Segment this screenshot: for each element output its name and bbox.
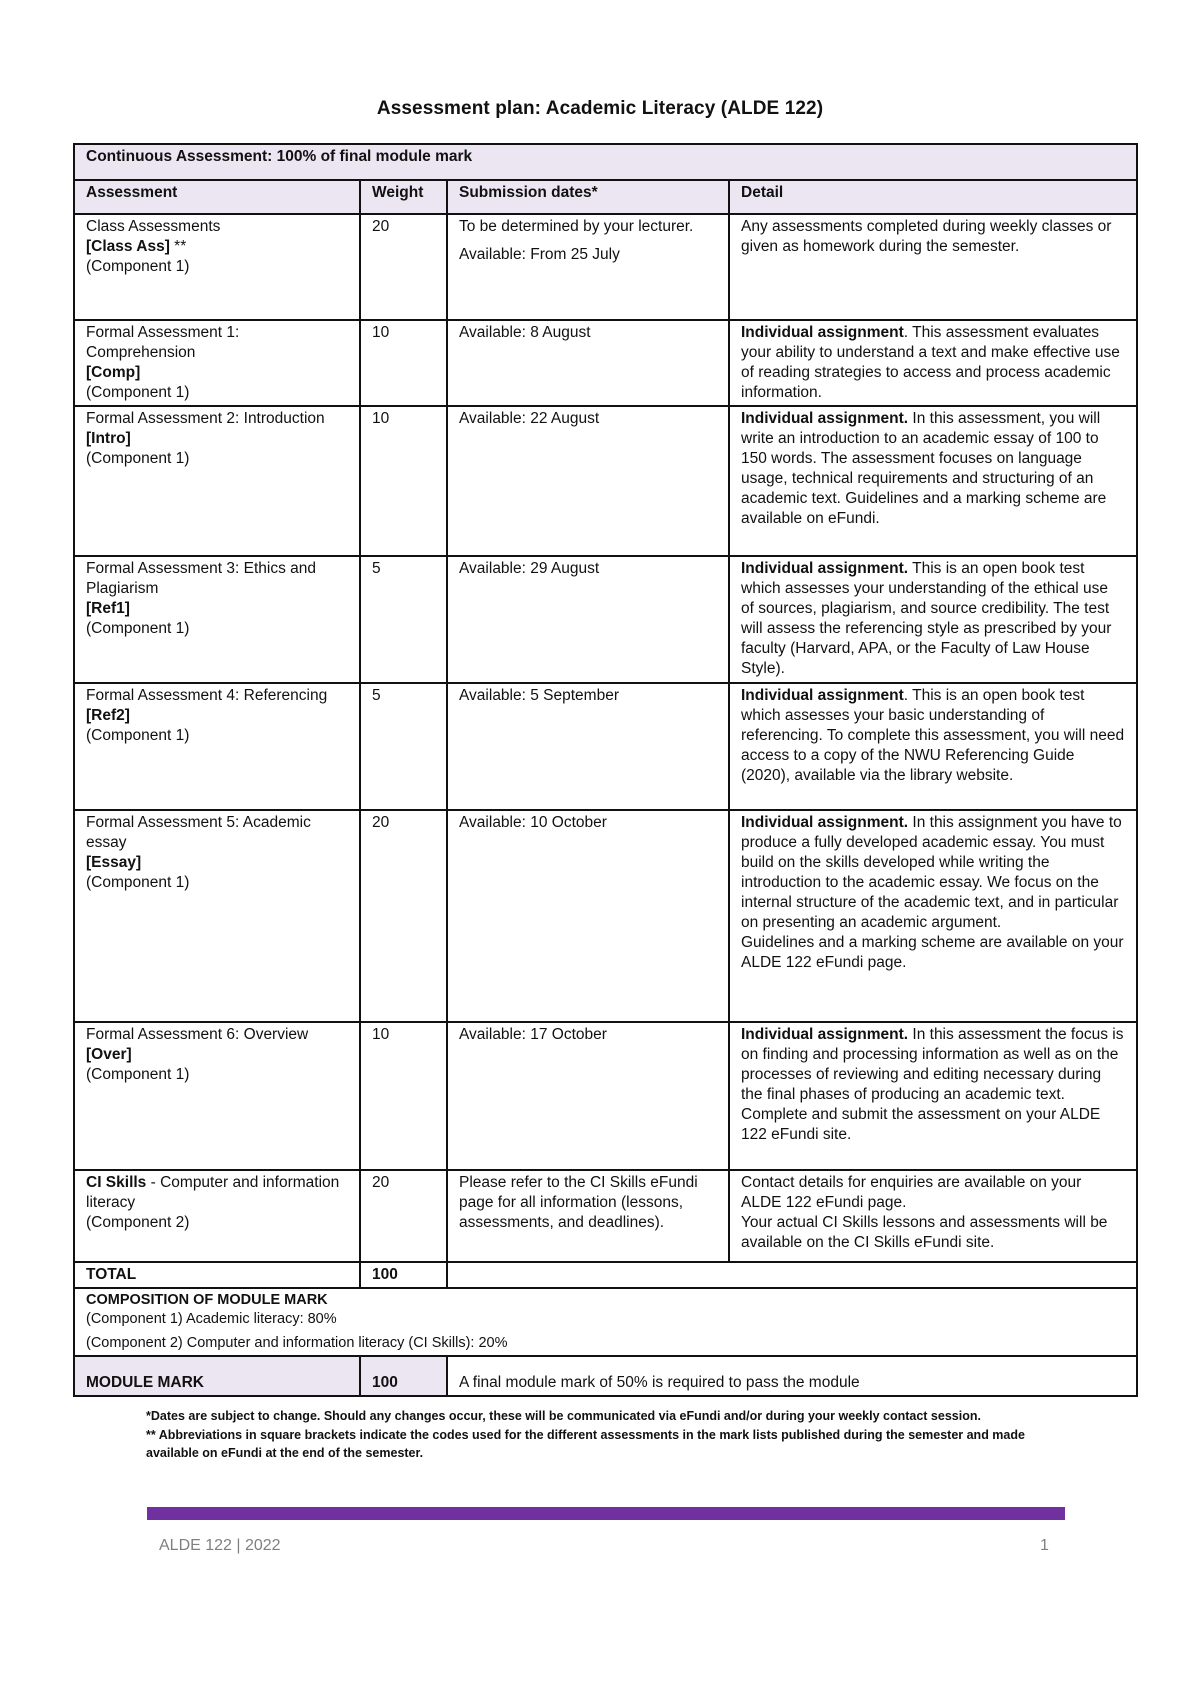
- ci-skills-name-rest: - Computer and information literacy: [86, 1174, 340, 1211]
- assessment-code: [Over]: [86, 1046, 132, 1063]
- footer-module-year: ALDE 122 | 2022: [159, 1537, 281, 1554]
- dates-cell: Available: 17 October: [447, 1022, 729, 1170]
- assessment-code: [Intro]: [86, 430, 131, 447]
- detail-text: In this assessment, you will write an introduction to an academic essay of 100 to 150 words. The assessment focuses on language usage, technical requirements and structuring of an academic text. Guidelines and a marking scheme are available on eFundi.: [741, 410, 1107, 527]
- assessment-name: Formal Assessment 5: Academic essay: [86, 814, 311, 851]
- footnotes: [146, 1407, 1066, 1463]
- detail-cell: [729, 1170, 1137, 1262]
- weight-cell: 20: [360, 810, 447, 1022]
- assessment-code: [Comp]: [86, 364, 141, 381]
- table-row-ci-skills: [74, 1170, 1137, 1262]
- dates-cell: Available: 5 September: [447, 683, 729, 810]
- module-mark-note: A final module mark of 50% is required to pass the module: [447, 1356, 1137, 1396]
- page-number: 1: [1040, 1537, 1049, 1554]
- assessment-component: (Component 1): [86, 727, 190, 744]
- detail-text: . This is an open book test which assesses your basic understanding of referencing. To complete this assessment, you will need access to a copy of the NWU Referencing Guide (2020), available via the library website.: [741, 687, 1125, 784]
- dates-line: Available: From 25 July: [459, 246, 620, 263]
- weight-cell: 20: [360, 214, 447, 320]
- dates-cell: Available: 10 October: [447, 810, 729, 1022]
- table-row: [74, 683, 1137, 810]
- module-mark-label: MODULE MARK: [74, 1356, 360, 1396]
- assessment-component: (Component 1): [86, 384, 190, 401]
- detail-extra: Guidelines and a marking scheme are available on your ALDE 122 eFundi page.: [741, 934, 1124, 971]
- assessment-name: Formal Assessment 6: Overview: [86, 1026, 309, 1043]
- detail-cell: [729, 320, 1137, 406]
- assessment-code: [Ref2]: [86, 707, 130, 724]
- total-label: TOTAL: [74, 1262, 360, 1288]
- table-row: [74, 320, 1137, 406]
- detail-cell: [729, 214, 1137, 320]
- module-mark-row: [74, 1356, 1137, 1396]
- composition-heading: COMPOSITION OF MODULE MARK: [86, 1292, 328, 1308]
- composition-cell: [74, 1288, 1137, 1356]
- assessment-cell: [74, 683, 360, 810]
- column-header-submission-dates: Submission dates*: [447, 180, 729, 214]
- assessment-code: [Class Ass]: [86, 238, 170, 255]
- assessment-name: Formal Assessment 4: Referencing: [86, 687, 328, 704]
- assessment-name: Formal Assessment 1: Comprehension: [86, 324, 240, 361]
- footer-bar: [147, 1507, 1065, 1520]
- ci-skills-name: CI Skills: [86, 1174, 147, 1191]
- assessment-cell: [74, 556, 360, 683]
- section-header: Continuous Assessment: 100% of final module mark: [74, 144, 1137, 180]
- table-row: [74, 1022, 1137, 1170]
- detail-text: Any assessments completed during weekly classes or given as homework during the semester.: [741, 218, 1112, 255]
- weight-cell: 20: [360, 1170, 447, 1262]
- detail-cell: [729, 810, 1137, 1022]
- assessment-component: (Component 1): [86, 258, 190, 275]
- total-row: [74, 1262, 1137, 1288]
- composition-line: (Component 1) Academic literacy: 80%: [86, 1311, 337, 1327]
- detail-bold: Individual assignment: [741, 687, 904, 704]
- detail-cell: [729, 683, 1137, 810]
- assessment-component: (Component 1): [86, 874, 190, 891]
- assessment-cell: [74, 320, 360, 406]
- detail-text: . This assessment evaluates your ability to understand a text and make effective use of reading strategies to access and process academic information.: [741, 324, 1120, 401]
- assessment-component: (Component 1): [86, 450, 190, 467]
- column-header-assessment: Assessment: [74, 180, 360, 214]
- assessment-plan-table: [73, 143, 1138, 1397]
- composition-row: [74, 1288, 1137, 1356]
- footnote-dates: *Dates are subject to change. Should any changes occur, these will be communicated via eFundi and/or during your weekly contact session.: [146, 1409, 981, 1423]
- column-header-weight: Weight: [360, 180, 447, 214]
- dates-cell: [447, 214, 729, 320]
- dates-cell: Available: 29 August: [447, 556, 729, 683]
- assessment-cell: [74, 406, 360, 556]
- detail-text: In this assessment the focus is on finding and processing information as well as on the processes of reviewing and editing necessary during the final phases of producing an academic text. Complete and submit the assessment on your ALDE 122 eFundi site.: [741, 1026, 1124, 1143]
- assessment-component: (Component 1): [86, 620, 190, 637]
- total-empty-cell: [447, 1262, 1137, 1288]
- assessment-component: (Component 2): [86, 1214, 190, 1231]
- assessment-component: (Component 1): [86, 1066, 190, 1083]
- assessment-name: Class Assessments: [86, 218, 221, 235]
- detail-bold: Individual assignment.: [741, 410, 909, 427]
- total-value: 100: [360, 1262, 447, 1288]
- dates-cell: Please refer to the CI Skills eFundi page for all information (lessons, assessments, and deadlines).: [447, 1170, 729, 1262]
- detail-text: In this assignment you have to produce a fully developed academic essay. You must build on the skills developed while writing the introduction to the academic essay. We focus on the internal structure of the academic text, and in particular on presenting an academic argument.: [741, 814, 1122, 931]
- column-header-detail: Detail: [729, 180, 1137, 214]
- assessment-cell: [74, 1170, 360, 1262]
- weight-cell: 10: [360, 1022, 447, 1170]
- detail-bold: Individual assignment.: [741, 560, 909, 577]
- assessment-code: [Essay]: [86, 854, 142, 871]
- assessment-code-suffix: **: [169, 238, 187, 255]
- table-row: [74, 406, 1137, 556]
- assessment-cell: [74, 810, 360, 1022]
- ci-detail-line: Your actual CI Skills lessons and assessments will be available on the CI Skills eFundi site.: [741, 1214, 1108, 1251]
- weight-cell: 10: [360, 406, 447, 556]
- detail-cell: [729, 1022, 1137, 1170]
- assessment-code: [Ref1]: [86, 600, 130, 617]
- ci-detail-line: Contact details for enquiries are available on your ALDE 122 eFundi page.: [741, 1174, 1082, 1211]
- page-title: Assessment plan: Academic Literacy (ALDE 122): [376, 98, 824, 119]
- dates-cell: Available: 22 August: [447, 406, 729, 556]
- assessment-cell: [74, 1022, 360, 1170]
- assessment-name: Formal Assessment 3: Ethics and Plagiarism: [86, 560, 317, 597]
- assessment-name: Formal Assessment 2: Introduction: [86, 410, 325, 427]
- composition-line: (Component 2) Computer and information literacy (CI Skills): 20%: [86, 1335, 508, 1351]
- detail-bold: Individual assignment.: [741, 814, 909, 831]
- detail-bold: Individual assignment: [741, 324, 904, 341]
- table-row: [74, 810, 1137, 1022]
- detail-cell: [729, 556, 1137, 683]
- column-header-row: [74, 180, 1137, 214]
- detail-text: This is an open book test which assesses your understanding of the ethical use of sources, plagiarism, and source credibility. The test will assess the referencing style as prescribed by your faculty (Harvard, APA, or the Faculty of Law House Style).: [741, 560, 1112, 677]
- dates-cell: Available: 8 August: [447, 320, 729, 406]
- weight-cell: 5: [360, 556, 447, 683]
- weight-cell: 10: [360, 320, 447, 406]
- detail-bold: Individual assignment.: [741, 1026, 909, 1043]
- detail-cell: [729, 406, 1137, 556]
- table-row: [74, 556, 1137, 683]
- assessment-cell: [74, 214, 360, 320]
- dates-line: To be determined by your lecturer.: [459, 218, 694, 235]
- module-mark-value: 100: [360, 1356, 447, 1396]
- table-row: [74, 214, 1137, 320]
- weight-cell: 5: [360, 683, 447, 810]
- footnote-abbreviations: ** Abbreviations in square brackets indicate the codes used for the different assessments in the mark lists published during the semester and made available on eFundi at the end of the semester.: [146, 1427, 1025, 1460]
